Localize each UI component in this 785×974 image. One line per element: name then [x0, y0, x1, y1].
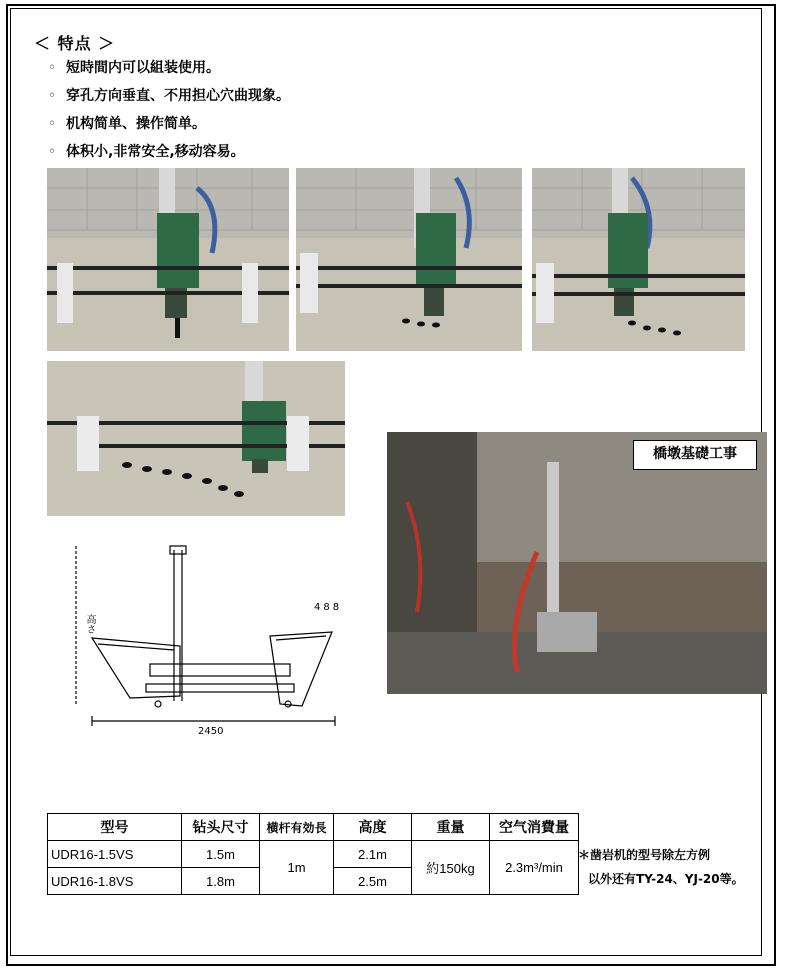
features-list: [48, 57, 290, 169]
drill-photo-4: [47, 361, 345, 516]
column-header: 钻头尺寸: [182, 814, 260, 841]
bit-size-cell: 1.5m: [182, 841, 260, 868]
column-header: 空气消費量: [490, 814, 579, 841]
footnote-line: 以外还有TY-24、YJ-20等。: [588, 872, 744, 886]
features-heading: ＜ 特点 ＞: [34, 34, 116, 53]
list-item: ◦ 体积小,非常安全,移动容易。: [48, 144, 245, 160]
offset-label: 488: [314, 602, 343, 613]
spec-table: [47, 813, 579, 895]
footnote-line: ＊凿岩机的型号除左方例: [578, 848, 711, 862]
drill-photo-2: [296, 168, 522, 351]
bullet-icon: ◦: [48, 88, 57, 104]
table-row: [48, 841, 579, 868]
height-label: 高さ: [84, 614, 95, 634]
list-item: ◦ 短時間内可以組装使用。: [48, 60, 220, 76]
column-header: 型号: [48, 814, 182, 841]
width-label: 2450: [198, 726, 224, 737]
height-cell: 2.1m: [334, 841, 412, 868]
bit-size-cell: 1.8m: [182, 868, 260, 895]
list-item: ◦ 穿孔方向垂直、不用担心穴曲现象。: [48, 88, 290, 104]
weight-cell: 約150kg: [412, 841, 490, 895]
column-header: 高度: [334, 814, 412, 841]
height-cell: 2.5m: [334, 868, 412, 895]
model-cell: UDR16-1.8VS: [48, 868, 182, 895]
drill-photo-3: [532, 168, 745, 351]
bullet-icon: ◦: [48, 144, 57, 160]
photo-caption: 橋墩基礎工事: [633, 440, 757, 470]
rod-length-cell: 1m: [260, 841, 334, 895]
drill-photo-1: [47, 168, 289, 351]
column-header: 横杆有効長: [260, 814, 334, 841]
bullet-icon: ◦: [48, 116, 57, 132]
air-consumption-cell: 2.3m³/min: [490, 841, 579, 895]
footnote: [578, 843, 744, 891]
column-header: 重量: [412, 814, 490, 841]
bridge-pier-photo: [387, 432, 767, 694]
list-item: ◦ 机构简单、操作简单。: [48, 116, 206, 132]
dimension-diagram: [70, 536, 360, 741]
bullet-icon: ◦: [48, 60, 57, 76]
model-cell: UDR16-1.5VS: [48, 841, 182, 868]
